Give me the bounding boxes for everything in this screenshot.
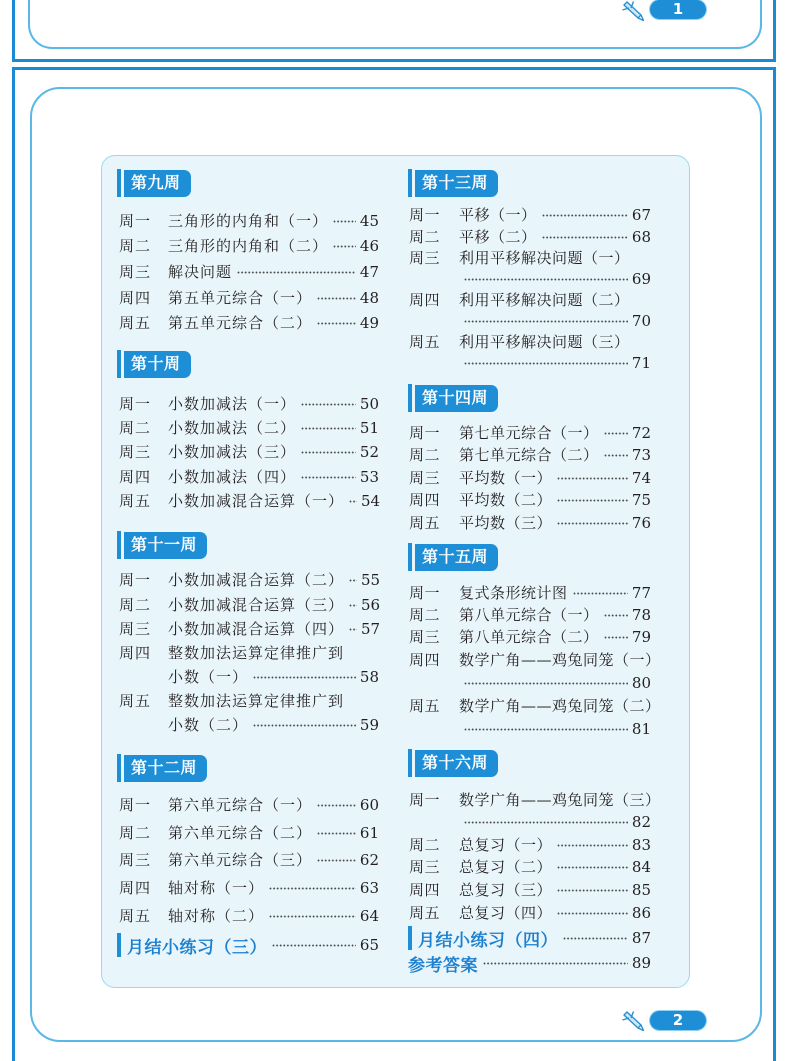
entry-title: 利用平移解决问题（三） <box>459 333 630 351</box>
entry-day: 周一 <box>119 212 152 230</box>
entry-day: 周三 <box>119 620 152 638</box>
entry-day: 周二 <box>409 446 441 464</box>
entry-day: 周三 <box>409 858 441 876</box>
toc-entry-continuation <box>459 810 651 834</box>
page-number: 2 <box>650 1011 706 1030</box>
dot-leader <box>317 832 356 835</box>
heading-bar <box>117 350 121 378</box>
dot-leader <box>333 245 356 248</box>
entry-page-number: 55 <box>361 571 381 589</box>
toc-entry <box>409 788 661 812</box>
entry-page-number: 72 <box>631 424 651 442</box>
week-heading-label: 第十四周 <box>415 385 498 412</box>
toc-entry <box>119 416 379 440</box>
dot-leader <box>464 821 628 824</box>
toc-entry <box>119 568 379 592</box>
dot-leader <box>253 724 356 727</box>
entry-page-number: 77 <box>631 584 651 602</box>
entry-day: 周一 <box>119 571 152 589</box>
dot-leader <box>557 844 628 847</box>
entry-page-number: 76 <box>631 514 651 532</box>
heading-bar <box>117 531 121 559</box>
dot-leader <box>317 297 356 300</box>
entry-title: 利用平移解决问题（二） <box>459 291 630 309</box>
entry-title: 第六单元综合（一） <box>168 796 313 814</box>
entry-title: 解决问题 <box>168 263 233 281</box>
dot-leader <box>557 499 628 502</box>
entry-day: 周三 <box>119 263 152 281</box>
entry-page-number: 84 <box>631 858 651 876</box>
toc-entry <box>119 209 379 233</box>
week-heading <box>408 749 498 777</box>
entry-title: 小数加减法（三） <box>168 443 297 461</box>
entry-day: 周一 <box>119 395 152 413</box>
entry-title: 平移（一） <box>459 206 537 224</box>
entry-day: 周二 <box>409 836 441 854</box>
entry-day: 周二 <box>119 824 152 842</box>
entry-title: 平均数（三） <box>459 514 553 532</box>
entry-title: 第五单元综合（一） <box>168 289 313 307</box>
toc-entry-continuation <box>168 665 379 689</box>
entry-page-number: 80 <box>631 674 651 692</box>
dot-leader <box>542 236 628 239</box>
entry-title: 平均数（二） <box>459 491 553 509</box>
entry-title: 平均数（一） <box>459 469 553 487</box>
entry-page-number: 69 <box>631 270 651 288</box>
entry-title: 数学广角——鸡兔同笼（二） <box>459 697 661 715</box>
entry-page-number: 70 <box>631 312 651 330</box>
toc-entry <box>409 466 651 490</box>
entry-title: 小数加减混合运算（三） <box>168 596 345 614</box>
entry-title: 三角形的内角和（二） <box>168 237 329 255</box>
heading-bar <box>408 749 412 777</box>
entry-title: 整数加法运算定律推广到 <box>168 692 345 710</box>
entry-page-number: 63 <box>359 879 379 897</box>
toc-extra-entry <box>117 933 379 957</box>
previous-page-number: 1 <box>650 0 706 19</box>
entry-page-number: 83 <box>631 836 651 854</box>
entry-title: 轴对称（一） <box>168 879 265 897</box>
week-heading <box>117 754 207 782</box>
heading-bar <box>117 754 121 782</box>
entry-page-number: 87 <box>631 929 651 947</box>
entry-page-number: 45 <box>359 212 379 230</box>
toc-entry <box>409 511 651 535</box>
entry-day: 周三 <box>119 851 152 869</box>
toc-entry <box>119 821 379 845</box>
entry-day: 周三 <box>409 469 441 487</box>
toc-entry <box>409 648 661 672</box>
toc-entry <box>119 617 379 641</box>
week-heading-label: 第十二周 <box>124 755 207 782</box>
entry-page-number: 82 <box>631 813 651 831</box>
entry-title: 第五单元综合（二） <box>168 314 313 332</box>
toc-entry <box>119 465 379 489</box>
toc-entry <box>119 876 379 900</box>
entry-title: 小数加减法（二） <box>168 419 297 437</box>
entry-page-number: 61 <box>359 824 379 842</box>
entry-title: 第七单元综合（二） <box>459 446 599 464</box>
entry-day: 周五 <box>409 514 441 532</box>
entry-page-number: 50 <box>359 395 379 413</box>
dot-leader <box>333 220 356 223</box>
entry-title-line2: 小数（二） <box>168 716 249 734</box>
entry-page-number: 62 <box>359 851 379 869</box>
week-heading-label: 第十六周 <box>415 750 498 777</box>
dot-leader <box>317 859 356 862</box>
entry-day: 周一 <box>119 796 152 814</box>
dot-leader <box>483 962 628 965</box>
entry-day: 周四 <box>119 644 152 662</box>
toc-entry <box>409 625 651 649</box>
toc-entry <box>119 793 379 817</box>
entry-day: 周一 <box>409 791 441 809</box>
entry-page-number: 75 <box>631 491 651 509</box>
entry-title: 轴对称（二） <box>168 907 265 925</box>
entry-day: 周二 <box>409 228 441 246</box>
entry-page-number: 60 <box>359 796 379 814</box>
entry-day: 周五 <box>119 492 152 510</box>
entry-day: 周二 <box>409 606 441 624</box>
dot-leader <box>272 944 356 947</box>
entry-day: 周二 <box>119 419 152 437</box>
week-heading <box>408 543 498 571</box>
toc-extra-entry <box>408 951 651 975</box>
toc-entry <box>119 392 379 416</box>
dot-leader <box>237 271 356 274</box>
dot-leader <box>349 604 357 607</box>
entry-title: 平移（二） <box>459 228 537 246</box>
entry-page-number: 71 <box>631 354 651 372</box>
toc-entry-continuation <box>168 713 379 737</box>
week-heading-label: 第十五周 <box>415 544 498 571</box>
week-heading-label: 第十一周 <box>124 532 207 559</box>
dot-leader <box>604 432 628 435</box>
toc-entry <box>119 641 379 665</box>
dot-leader <box>269 915 356 918</box>
heading-bar <box>408 169 412 197</box>
dot-leader <box>557 866 628 869</box>
entry-title: 总复习（三） <box>459 881 553 899</box>
entry-title: 第八单元综合（一） <box>459 606 599 624</box>
entry-page-number: 58 <box>359 668 379 686</box>
toc-entry-continuation <box>459 671 651 695</box>
toc-entry <box>409 833 651 857</box>
heading-bar <box>408 543 412 571</box>
entry-title: 三角形的内角和（一） <box>168 212 329 230</box>
toc-entry <box>409 488 651 512</box>
dot-leader <box>269 887 356 890</box>
week-heading <box>117 531 207 559</box>
toc-entry-continuation <box>459 351 651 375</box>
entry-page-number: 74 <box>631 469 651 487</box>
entry-day: 周四 <box>409 291 441 309</box>
dot-leader <box>604 454 628 457</box>
entry-page-number: 57 <box>361 620 381 638</box>
toc-extra-entry <box>408 926 651 950</box>
dot-leader <box>301 476 356 479</box>
entry-day: 周四 <box>119 468 152 486</box>
dot-leader <box>464 362 628 365</box>
dot-leader <box>317 804 356 807</box>
entry-title: 第八单元综合（二） <box>459 628 599 646</box>
entry-page-number: 53 <box>359 468 379 486</box>
entry-day: 周二 <box>119 237 152 255</box>
entry-page-number: 85 <box>631 881 651 899</box>
week-heading <box>117 169 191 197</box>
entry-day: 周四 <box>119 289 152 307</box>
entry-title: 小数加减混合运算（二） <box>168 571 345 589</box>
entry-page-number: 46 <box>359 237 379 255</box>
entry-page-number: 59 <box>359 716 379 734</box>
heading-bar <box>408 384 412 412</box>
dot-leader <box>573 592 628 595</box>
entry-day: 周五 <box>409 697 441 715</box>
dot-leader <box>464 728 628 731</box>
dot-leader <box>604 636 628 639</box>
entry-page-number: 81 <box>631 720 651 738</box>
dot-leader <box>349 628 357 631</box>
entry-page-number: 64 <box>359 907 379 925</box>
dot-leader <box>557 477 628 480</box>
entry-title: 第六单元综合（二） <box>168 824 313 842</box>
extra-label: 月结小练习（四） <box>418 930 558 951</box>
entry-day: 周一 <box>409 584 441 602</box>
toc-entry <box>409 581 651 605</box>
toc-entry <box>119 593 379 617</box>
entry-day: 周三 <box>119 443 152 461</box>
entry-title: 小数加减法（四） <box>168 468 297 486</box>
entry-page-number: 86 <box>631 904 651 922</box>
entry-page-number: 89 <box>631 954 651 972</box>
dot-leader <box>542 214 628 217</box>
entry-day: 周一 <box>409 424 441 442</box>
entry-day: 周五 <box>119 907 152 925</box>
entry-day: 周五 <box>409 904 441 922</box>
entry-page-number: 73 <box>631 446 651 464</box>
entry-title: 总复习（一） <box>459 836 553 854</box>
entry-title-line2: 小数（一） <box>168 668 249 686</box>
toc-entry <box>119 489 379 513</box>
toc-entry <box>119 848 379 872</box>
week-heading <box>408 384 498 412</box>
entry-day: 周四 <box>409 491 441 509</box>
entry-page-number: 68 <box>631 228 651 246</box>
entry-title: 复式条形统计图 <box>459 584 568 602</box>
dot-leader <box>464 682 628 685</box>
toc-entry <box>409 878 651 902</box>
entry-day: 周四 <box>409 881 441 899</box>
entry-page-number: 56 <box>361 596 381 614</box>
week-heading <box>117 350 191 378</box>
dot-leader <box>563 937 628 940</box>
dot-leader <box>317 322 356 325</box>
dot-leader <box>557 912 628 915</box>
dot-leader <box>349 579 357 582</box>
entry-page-number: 49 <box>359 314 379 332</box>
toc-entry <box>409 603 651 627</box>
week-heading-label: 第十三周 <box>415 170 498 197</box>
week-heading <box>408 169 498 197</box>
entry-title: 小数加减混合运算（四） <box>168 620 345 638</box>
entry-day: 周二 <box>119 596 152 614</box>
entry-day: 周三 <box>409 628 441 646</box>
entry-page-number: 51 <box>359 419 379 437</box>
toc-entry <box>119 234 379 258</box>
entry-day: 周五 <box>409 333 441 351</box>
entry-day: 周三 <box>409 249 441 267</box>
toc-entry <box>119 689 379 713</box>
entry-title: 总复习（四） <box>459 904 553 922</box>
toc-entry <box>409 855 651 879</box>
toc-entry <box>409 203 651 227</box>
extra-bar <box>408 926 412 950</box>
dot-leader <box>349 500 357 503</box>
extra-label: 参考答案 <box>408 955 478 976</box>
dot-leader <box>604 614 628 617</box>
entry-page-number: 65 <box>359 936 379 954</box>
dot-leader <box>464 320 628 323</box>
entry-page-number: 79 <box>631 628 651 646</box>
entry-day: 周五 <box>119 692 152 710</box>
entry-title: 利用平移解决问题（一） <box>459 249 630 267</box>
dot-leader <box>301 427 356 430</box>
dot-leader <box>301 403 356 406</box>
pencil-icon <box>621 1010 645 1032</box>
toc-entry <box>409 694 661 718</box>
entry-day: 周五 <box>119 314 152 332</box>
toc-entry <box>119 440 379 464</box>
week-heading-label: 第十周 <box>124 351 191 378</box>
toc-entry <box>409 443 651 467</box>
week-heading-label: 第九周 <box>124 170 191 197</box>
dot-leader <box>253 676 356 679</box>
entry-title: 数学广角——鸡兔同笼（一） <box>459 651 661 669</box>
entry-title: 总复习（二） <box>459 858 553 876</box>
entry-day: 周四 <box>409 651 441 669</box>
entry-title: 小数加减法（一） <box>168 395 297 413</box>
entry-title: 小数加减混合运算（一） <box>168 492 345 510</box>
entry-day: 周四 <box>119 879 152 897</box>
toc-entry <box>409 901 651 925</box>
toc-entry <box>119 286 379 310</box>
heading-bar <box>117 169 121 197</box>
entry-day: 周一 <box>409 206 441 224</box>
dot-leader <box>557 889 628 892</box>
entry-page-number: 52 <box>359 443 379 461</box>
extra-bar <box>117 933 121 957</box>
dot-leader <box>557 522 628 525</box>
toc-entry <box>409 421 651 445</box>
entry-page-number: 48 <box>359 289 379 307</box>
entry-title: 第六单元综合（三） <box>168 851 313 869</box>
toc-entry <box>119 260 379 284</box>
dot-leader <box>464 278 628 281</box>
dot-leader <box>301 451 356 454</box>
entry-page-number: 54 <box>361 492 381 510</box>
toc-entry-continuation <box>459 717 651 741</box>
toc-entry <box>119 904 379 928</box>
toc-entry <box>119 311 379 335</box>
entry-title: 数学广角——鸡兔同笼（三） <box>459 791 661 809</box>
entry-page-number: 47 <box>359 263 379 281</box>
entry-title: 整数加法运算定律推广到 <box>168 644 345 662</box>
extra-label: 月结小练习（三） <box>127 937 267 958</box>
entry-page-number: 78 <box>631 606 651 624</box>
entry-title: 第七单元综合（一） <box>459 424 599 442</box>
entry-page-number: 67 <box>631 206 651 224</box>
